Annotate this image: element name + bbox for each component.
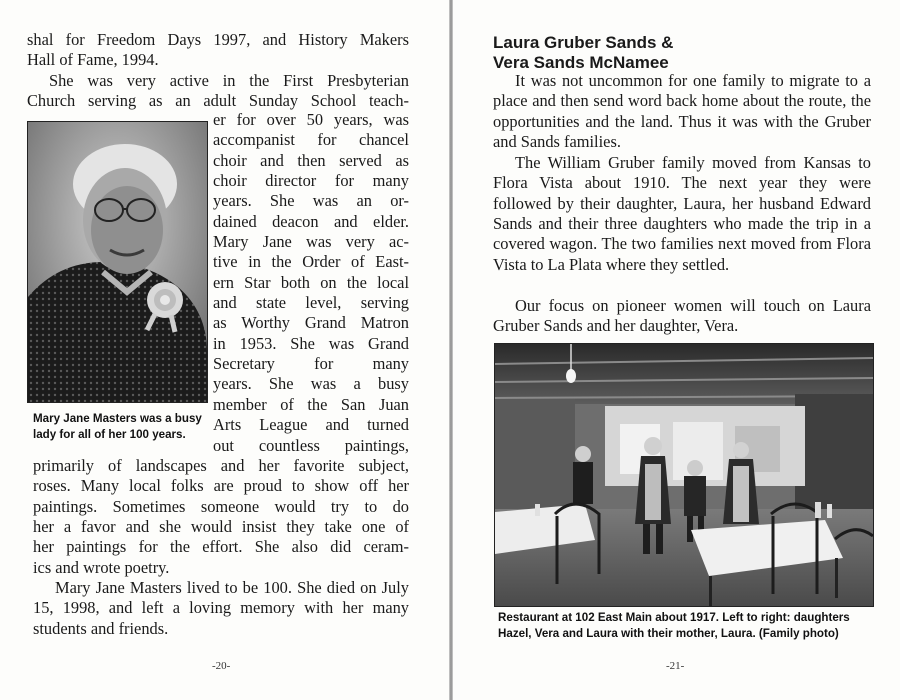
- paragraph-migration: It was not uncommon for one family to migrate to a place and then send word back home about the route, the opportunities and the land. Thus it was with the Gruber and Sands families.: [493, 71, 871, 152]
- section-heading: [493, 33, 673, 73]
- text-line: shal for Freedom Days 1997, and History Makers: [27, 30, 409, 49]
- heading-line: Vera Sands McNamee: [493, 53, 669, 72]
- restaurant-photo: [494, 343, 874, 607]
- text-line: out countless paintings,: [213, 435, 409, 455]
- text-line: ics and wrote poetry.: [33, 557, 170, 577]
- right-page: [453, 0, 900, 700]
- text-line: Church serving as an adult Sunday School teach-: [27, 91, 409, 111]
- portrait-caption: Mary Jane Masters was a busy lady for all of her 100 years.: [33, 412, 202, 441]
- text-line: ern Star both on the local: [213, 272, 409, 292]
- text-line: accompanist for chancel: [213, 130, 409, 150]
- restaurant-image: [495, 344, 873, 606]
- text-line: and state level, serving: [213, 293, 409, 313]
- page-number: -21-: [666, 660, 685, 672]
- text-line: years. She was a busy: [213, 374, 409, 394]
- paragraph-gruber-family: The William Gruber family moved from Kansas to Flora Vista about 1910. The next year they were followed by their daughter, Laura, her husband Edward Sands and their three daughters who made the trip in a covered wagon. The two families next moved from Flora Vista to La Plata where they settled.: [493, 153, 871, 274]
- left-bottom-text: [33, 456, 409, 578]
- text-line: as Worthy Grand Matron: [213, 313, 409, 333]
- text-line: her a favor and she would insist they take one of: [33, 517, 409, 537]
- text-line: in 1953. She was Grand: [213, 333, 409, 353]
- text-line: years. She was an or-: [213, 191, 409, 211]
- text-line: choir director for many: [213, 171, 409, 191]
- text-line: primarily of landscapes and her favorite subject,: [33, 456, 409, 475]
- text-line: roses. Many local folks are proud to show off her: [33, 476, 409, 496]
- text-line: She was very active in the First Presbyterian: [49, 70, 409, 90]
- text-line: Arts League and turned: [213, 415, 409, 435]
- text-line: her paintings for the effort. She also did ceram-: [33, 537, 409, 557]
- portrait-image: [28, 122, 207, 402]
- left-top-text: [27, 30, 409, 111]
- text-line: Mary Jane was very ac-: [213, 232, 409, 252]
- restaurant-caption: Restaurant at 102 East Main about 1917. Left to right: daughters Hazel, Vera and Laura with their mother, Laura. (Family photo): [498, 611, 850, 640]
- text-line: dained deacon and elder.: [213, 211, 409, 231]
- text-line: Secretary for many: [213, 354, 409, 374]
- text-line: paintings. Sometimes someone would try to do: [33, 496, 409, 516]
- text-line: er for over 50 years, was: [213, 110, 409, 129]
- heading-line: Laura Gruber Sands &: [493, 33, 674, 52]
- portrait-photo: [27, 121, 208, 403]
- text-line: tive in the Order of East-: [213, 252, 409, 272]
- page-number: -20-: [212, 660, 231, 672]
- left-page: [0, 0, 449, 700]
- paragraph-focus: Our focus on pioneer women will touch on Laura Gruber Sands and her daughter, Vera.: [493, 296, 871, 336]
- left-wrap-text: [213, 110, 409, 456]
- text-line: Hall of Fame, 1994.: [27, 50, 159, 70]
- text-line: member of the San Juan: [213, 394, 409, 414]
- text-line: choir and then served as: [213, 150, 409, 170]
- final-paragraph: Mary Jane Masters lived to be 100. She died on July 15, 1998, and left a loving memory with her many students and friends.: [33, 578, 409, 638]
